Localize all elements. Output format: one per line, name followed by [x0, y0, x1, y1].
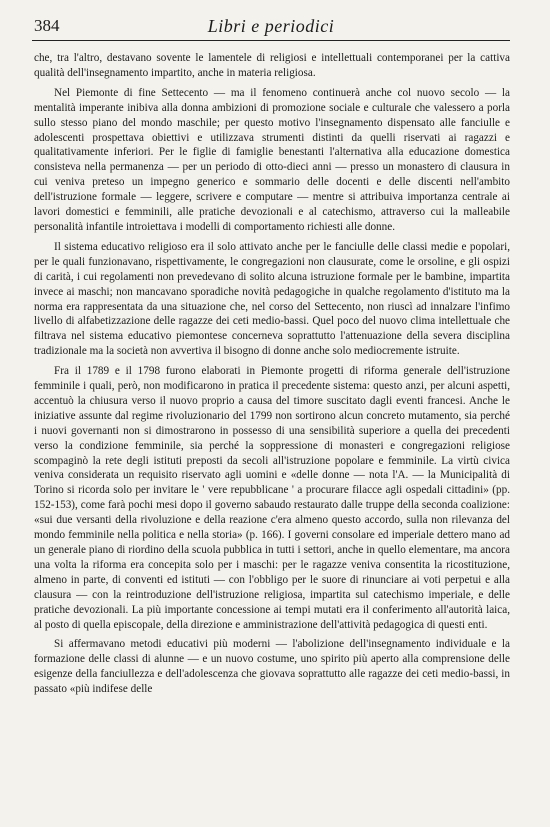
running-header — [32, 16, 510, 41]
paragraph: Il sistema educativo religioso era il solo attivato anche per le fanciulle delle classi medie e popolari, per le quali funzionavano, rispettivamente, le congregazioni non clausurate, come le orsoline, e gli ospizi di carità, i cui regolamenti non prevedevano di solito alcuna istruzione formale per le bambine, impartita invece ai maschi; non mancavano sporadiche novità pedagogiche in qualche regolamento d'istituto ma la norma era rappresentata da una situazione che, nel corso del Settecento, non riuscì ad innalzare l'infimo livello di alfabetizzazione delle ragazze dei ceti medio-bassi. Quel poco del nuovo clima intellettuale che filtrava nel sistema educativo piemontese concerneva soprattutto l'attenuazione della severa disciplina tradizionale ma la società non avvertiva il bisogno di donne anche solo mediocremente istruite. — [34, 240, 510, 358]
page-number: 384 — [34, 16, 60, 35]
paragraph: Nel Piemonte di fine Settecento — ma il fenomeno continuerà anche col nuovo secolo — la mentalità imperante inibiva alla donna ambizioni di promozione sociale e culturale che valessero a porla sullo stesso piano del mondo maschile; per questo motivo l'insegnamento dispensato alle fanciulle e adolescenti prospettava obiettivi e utilizzava strumenti distinti da quelli riservati ai ragazzi e qualitativamente inferiori. Per le figlie di famiglie benestanti l'alternativa alla educazione domestica consisteva nella permanenza — per un periodo di otto-dieci anni — presso un monastero di clausura in cui veniva preteso un impegno generico e sommario delle docenti e delle discenti nell'ambito dell'istruzione formale — leggere, scrivere e computare — mentre si attribuiva importanza centrale ai lavori domestici e femminili, alle pratiche devozionali e al catechismo, attraverso cui la malleabile personalità infantile introiettava i modelli di comportamento richiesti alle donne. — [34, 86, 510, 233]
paragraph: Fra il 1789 e il 1798 furono elaborati in Piemonte progetti di riforma generale dell'istruzione femminile i quali, però, non modificarono in pratica il precedente sistema: questo anzi, per alcuni aspetti, accentuò la chiusura verso il nuovo proprio a causa del timore suscitato dagli eventi francesi. Anche le iniziative assunte dal regime rivoluzionario del 1799 non sortirono alcun concreto mutamento, sia perché i nuovi governanti non si dimostrarono in possesso di una sensibilità superiore a quella dei precedenti verso la condizione femminile, sia perché la soppressione di monasteri e congregazioni religiose scompaginò la rete degli istituti preposti da secoli all'istruzione popolare e femminile. La virtù civica veniva considerata un requisito riservato agli uomini e «delle donne — nota l'A. — la Municipalità di Torino si ricorda solo per invitare le ' vere repubblicane ' a procurare filacce agli ospedali cittadini» (pp. 152-153), come farà pochi mesi dopo il governo sabaudo restaurato dalle truppe della seconda coalizione: «sui due versanti della rivoluzione e della reazione c'era almeno questo accordo, sulla non rilevanza del mondo femminile nella politica e nella storia» (p. 166). I governi consolare ed imperiale dettero mano ad un generale piano di riordino della scuola pubblica in tutti i settori, anche in quello elementare, ma ancora una volta la riforma era concepita solo per i maschi: per le ragazze veniva consentita la ricostituzione, almeno in parte, di conventi ed istituti — con l'obbligo per le suore di rinunciare ai voti perpetui e alla clausura — con la reintroduzione dell'istruzione religiosa, impartita sul catechismo imperiale, e delle pratiche devozionali. La più importante concessione ai tempi mutati era il conferimento all'autorità laica, al posto di quella episcopale, della direzione e amministrazione dell'attività pedagogica di questi enti. — [34, 365, 510, 631]
paragraph: Si affermavano metodi educativi più moderni — l'abolizione dell'insegnamento individuale e la formazione delle classi di alunne — e un nuovo costume, uno spirito più aperto alla comprensione delle esigenze della fanciullezza e dell'adolescenza che giovava soprattutto alle ragazze dei ceti medio-bassi, in passato «più indifese delle — [34, 638, 510, 696]
paragraph: che, tra l'altro, destavano sovente le lamentele di religiosi e intellettuali contemporanei per la cattiva qualità dell'insegnamento impartito, anche in materia religiosa. — [34, 52, 510, 79]
running-title: Libri e periodici — [207, 16, 335, 36]
body-text — [34, 51, 510, 702]
